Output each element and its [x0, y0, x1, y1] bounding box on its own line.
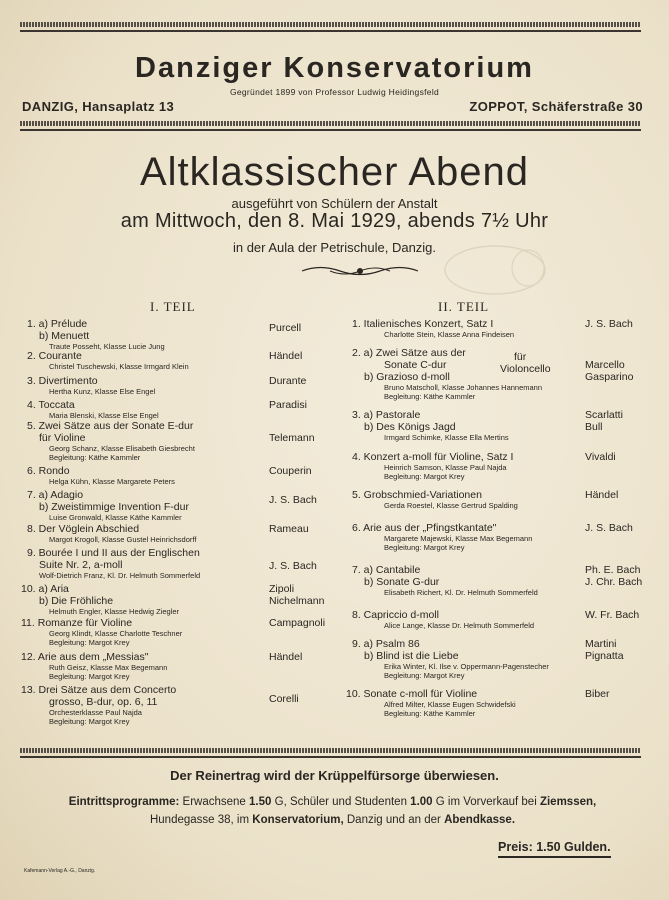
composer: Zipoli	[269, 583, 295, 595]
list-item: 2. Courante Christel Tuschewski, Klasse Irmgard Klein	[27, 350, 189, 371]
list-item: 7. a) Adagio b) Zweistimmige Invention F-dur Luise Gronwald, Klasse Käthe Kammler	[27, 489, 189, 522]
top-border-line	[20, 30, 641, 32]
composer: Pignatta	[585, 650, 624, 662]
composer: J. S. Bach	[269, 560, 317, 572]
list-item: 11. Romanze für Violine Georg Klindt, Klasse Charlotte Teschner Begleitung: Margot Krey	[21, 617, 183, 647]
proceeds-note: Der Reinertrag wird der Krüppelfürsorge überwiesen.	[170, 768, 499, 783]
composer: W. Fr. Bach	[585, 609, 640, 621]
header-rule	[20, 121, 641, 126]
composer: Bull	[585, 421, 603, 433]
part2-heading: II. TEIL	[438, 299, 490, 314]
printer-imprint: Kafemann-Verlag A.-G., Danzig.	[24, 868, 96, 874]
composer: Händel	[269, 350, 303, 362]
list-item: 2. a) Zwei Sätze aus der Sonate C-dur b) Grazioso d-moll Bruno Matscholl, Klasse Johannes Hannemann Begleitung: Käthe Kammler	[352, 347, 543, 401]
list-item: 3. a) Pastorale b) Des Königs Jagd Irmgard Schimke, Klasse Ella Mertins	[352, 409, 509, 442]
composer: Paradisi	[269, 399, 307, 411]
list-item: 10. Sonate c-moll für Violine Alfred Milter, Klasse Eugen Schwidefski Begleitung: Käthe Kammler	[346, 688, 516, 718]
composer: Marcello	[585, 359, 625, 371]
footer-rule	[20, 748, 641, 753]
composer: Gasparino	[585, 371, 634, 383]
ornament-divider-icon	[300, 264, 420, 278]
list-item: 9. a) Psalm 86 b) Blind ist die Liebe Erika Winter, Kl. Ilse v. Oppermann-Pagenstecher Begleitung: Margot Krey	[352, 638, 549, 680]
event-date: am Mittwoch, den 8. Mai 1929, abends 7½ Uhr	[120, 210, 549, 232]
top-border-rule	[20, 22, 641, 27]
header-line	[20, 129, 641, 131]
list-item: 7. a) Cantabile b) Sonate G-dur Elisabeth Richert, Kl. Dr. Helmuth Sommerfeld	[352, 564, 538, 597]
event-title: Altklassischer Abend	[139, 150, 530, 194]
composer: Ph. E. Bach	[585, 564, 641, 576]
list-item: 4. Konzert a-moll für Violine, Satz I Heinrich Samson, Klasse Paul Najda Begleitung: Margot Krey	[352, 451, 514, 481]
footer-line	[20, 756, 641, 758]
list-item: 5. Grobschmied-Variationen Gerda Roestel, Klasse Gertrud Spalding	[352, 489, 518, 510]
composer: Couperin	[269, 465, 312, 477]
composer: Rameau	[269, 523, 309, 535]
part1-heading: I. TEIL	[150, 299, 196, 314]
address-zoppot: ZOPPOT, Schäferstraße 30	[469, 99, 643, 114]
ticket-info: Eintrittsprogramme: Erwachsene 1.50 G, Schüler und Studenten 1.00 G im Vorverkauf bei Ziemssen, Hundegasse 38, im Konservatorium, Danzig und an der Abendkasse.	[68, 796, 597, 826]
address-danzig: DANZIG, Hansaplatz 13	[22, 99, 175, 114]
composer: Campagnoli	[269, 617, 326, 629]
list-item: 8. Der Vöglein Abschied Margot Krogoll, Klasse Gustel Heinrichsdorff	[27, 523, 197, 544]
list-item: 9. Bourée I und II aus der Englischen Suite Nr. 2, a-moll Wolf-Dietrich Franz, Kl. Dr. Helmuth Sommerfeld	[27, 547, 201, 580]
list-item: 4. Toccata Maria Blenski, Klasse Else Engel	[27, 399, 159, 420]
list-item: 10. a) Aria b) Die Fröhliche Helmuth Engler, Klasse Hedwig Ziegler	[21, 583, 180, 616]
composer: Scarlatti	[585, 409, 623, 421]
composer: J. Chr. Bach	[585, 576, 643, 588]
composer: Telemann	[269, 432, 315, 444]
list-item: 1. Italienisches Konzert, Satz I Charlotte Stein, Klasse Anna Findeisen	[352, 318, 515, 339]
composer: J. S. Bach	[585, 318, 633, 330]
founded-line: Gegründet 1899 von Professor Ludwig Heidingsfeld	[229, 87, 440, 97]
composer: Händel	[585, 489, 619, 501]
performed-by: ausgeführt von Schülern der Anstalt	[231, 196, 438, 211]
composer: J. S. Bach	[269, 494, 317, 506]
composer: Corelli	[269, 693, 299, 705]
list-item: 12. Arie aus dem „Messias" Ruth Geisz, Klasse Max Begemann Begleitung: Margot Krey	[21, 651, 168, 681]
event-venue: in der Aula der Petrischule, Danzig.	[232, 240, 437, 255]
list-item: 3. Divertimento Hertha Kunz, Klasse Else Engel	[27, 375, 156, 396]
composer: Vivaldi	[585, 451, 616, 463]
list-item: 5. Zwei Sätze aus der Sonate E-dur für Violine Georg Schanz, Klasse Elisabeth Giesbrecht Begleitung: Käthe Kammler	[27, 420, 195, 462]
embossed-stamp-icon	[440, 240, 550, 300]
composer: J. S. Bach	[585, 522, 633, 534]
conservatory-title: Danziger Konservatorium	[135, 52, 534, 84]
composer: Biber	[585, 688, 610, 700]
composer: Händel	[269, 651, 303, 663]
list-item: 1. a) Prélude b) Menuett Traute Posseht, Klasse Lucie Jung	[27, 318, 165, 351]
price-label: Preis: 1.50 Gulden.	[498, 840, 611, 858]
instrument-label: für Violoncello	[500, 351, 551, 375]
list-item: 6. Rondo Helga Kühn, Klasse Margarete Peters	[27, 465, 175, 486]
composer: Nichelmann	[269, 595, 325, 607]
composer: Martini	[585, 638, 617, 650]
composer: Durante	[269, 375, 307, 387]
composer: Purcell	[269, 322, 302, 334]
list-item: 13. Drei Sätze aus dem Concerto grosso, B-dur, op. 6, 11 Orchesterklasse Paul Najda Begleitung: Margot Krey	[21, 684, 177, 726]
list-item: 8. Capriccio d-moll Alice Lange, Klasse Dr. Helmuth Sommerfeld	[352, 609, 535, 630]
list-item: 6. Arie aus der „Pfingstkantate" Margarete Majewski, Klasse Max Begemann Begleitung: Margot Krey	[352, 522, 533, 552]
